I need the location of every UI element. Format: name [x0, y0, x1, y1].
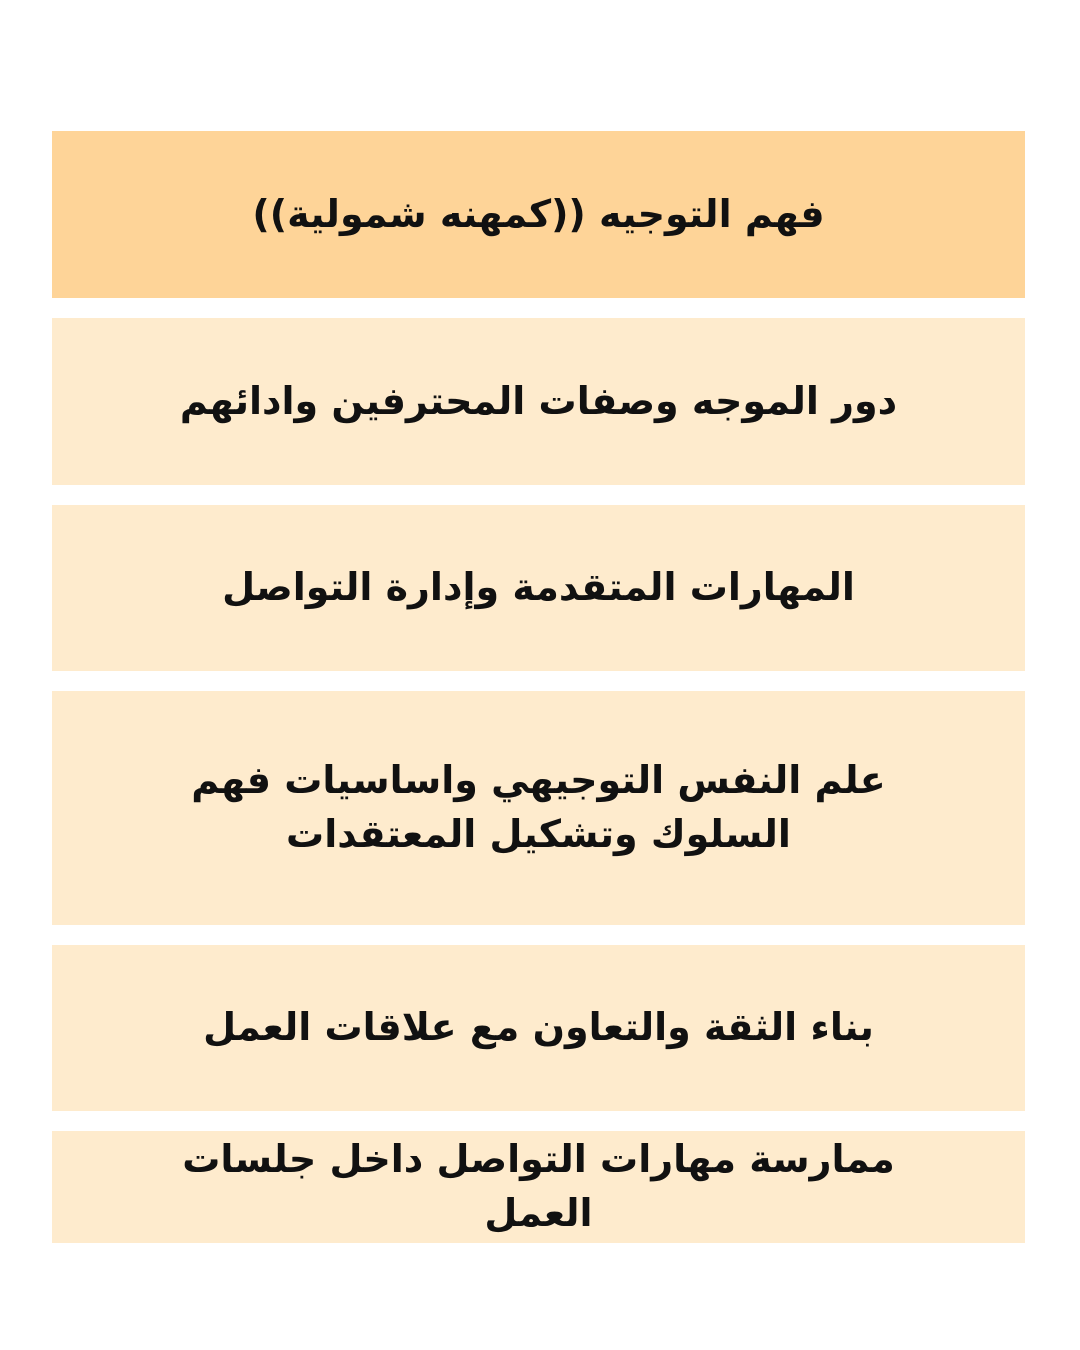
topic-label: بناء الثقة والتعاون مع علاقات العمل — [203, 1005, 874, 1050]
topic-card-3 — [52, 505, 1025, 671]
topic-label: ممارسة مهارات التواصل داخل جلسات العمل — [182, 1137, 895, 1235]
topic-label: فهم التوجيه ((كمهنه شمولية)) — [252, 191, 825, 236]
topic-card-4 — [52, 691, 1025, 925]
topic-label: علم النفس التوجيهي واساسيات فهم السلوك وتشكيل المعتقدات — [191, 758, 886, 856]
topic-card-1 — [52, 131, 1025, 298]
topic-label: المهارات المتقدمة وإدارة التواصل — [222, 565, 855, 610]
topic-card-6 — [52, 1131, 1025, 1243]
topic-label: دور الموجه وصفات المحترفين وادائهم — [179, 378, 898, 423]
topic-card-2 — [52, 318, 1025, 485]
topics-list — [52, 131, 1025, 1243]
topic-card-5 — [52, 945, 1025, 1111]
